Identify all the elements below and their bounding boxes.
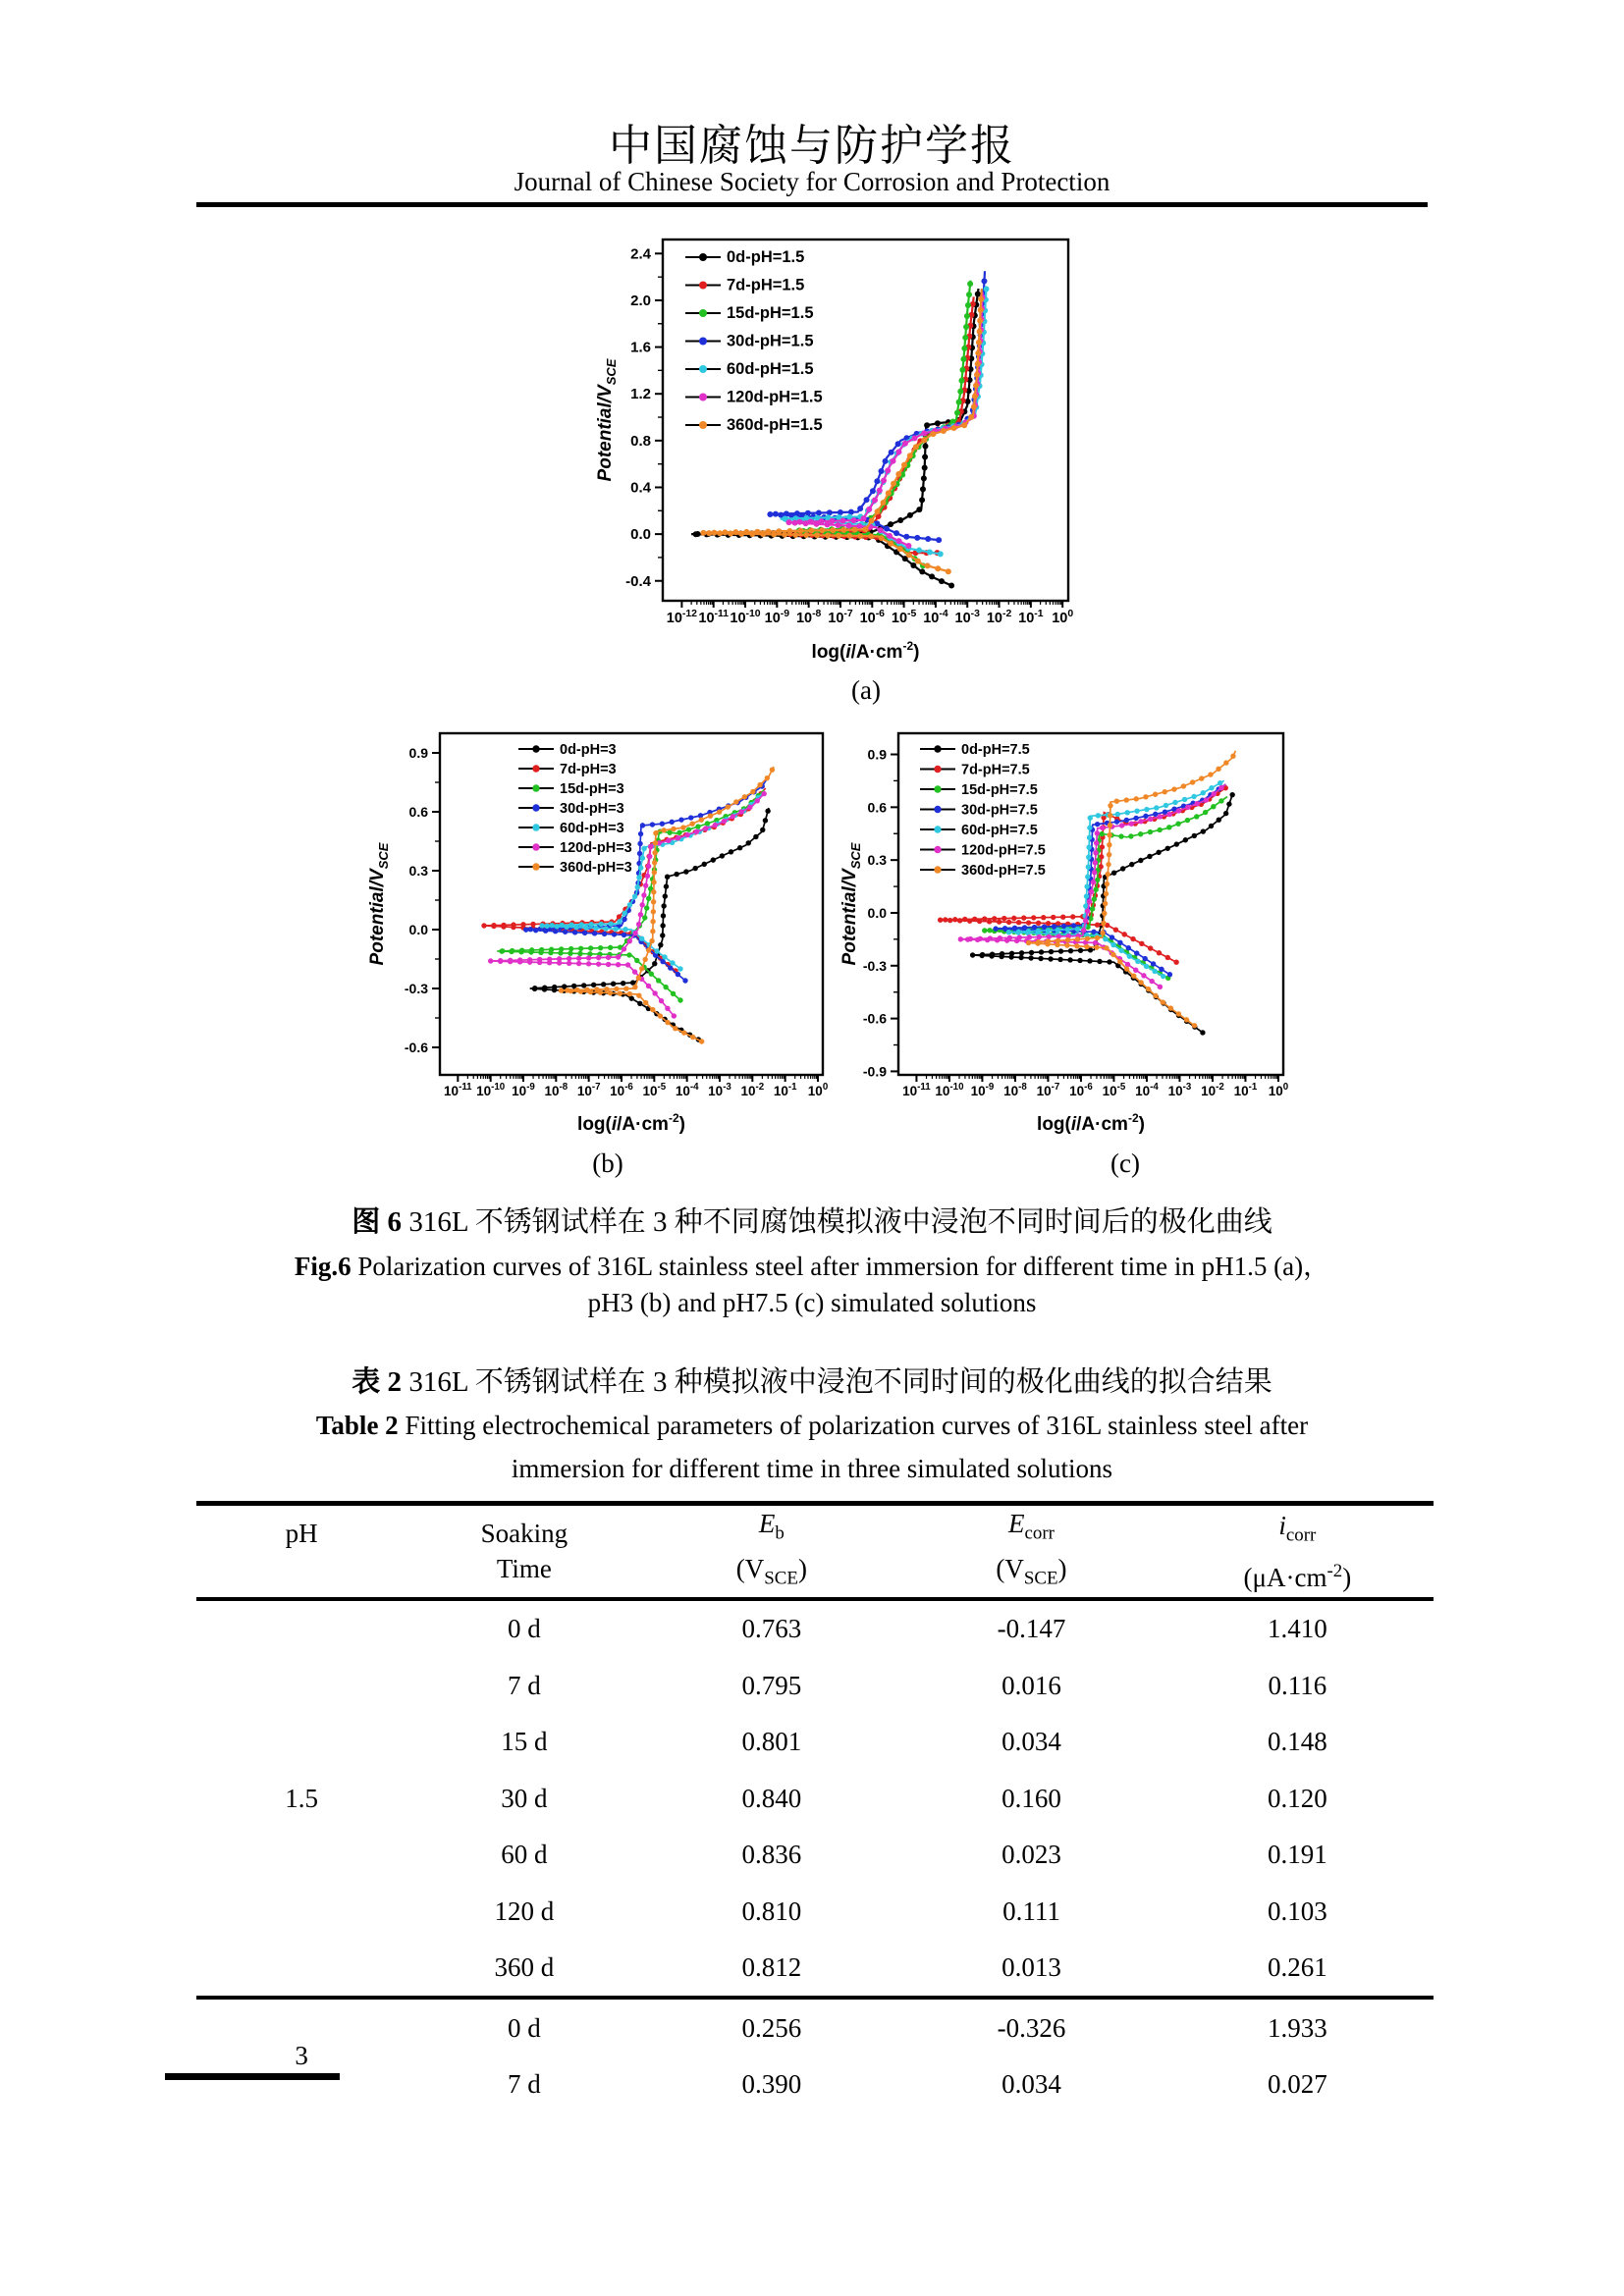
table-row xyxy=(196,1599,1434,1658)
time-cell: 7 d xyxy=(508,1670,541,1700)
panel-label-b: (b) xyxy=(592,1148,623,1178)
svg-text:10-11: $10^{-11}$ xyxy=(902,1082,931,1098)
svg-text:15d-pH=1.5: 15d-pH=1.5 xyxy=(727,304,814,322)
svg-text:0.6: 0.6 xyxy=(408,804,428,820)
svg-text:10-6: $10^{-6}$ xyxy=(610,1082,633,1098)
figure-caption-en-number: Fig.6 xyxy=(294,1252,352,1281)
svg-text:2.4: 2.4 xyxy=(630,245,651,263)
svg-text:360d-pH=3: 360d-pH=3 xyxy=(560,860,632,876)
table-caption-zh-text: 316L 不锈钢试样在 3 种模拟液中浸泡不同时间的极化曲线的拟合结果 xyxy=(402,1366,1272,1398)
svg-text:10-5: $10^{-5}$ xyxy=(1102,1082,1126,1098)
svg-text:0.6: 0.6 xyxy=(867,799,887,816)
svg-text:10-10: $10^{-10}$ xyxy=(935,1082,964,1098)
svg-text:0d-pH=3: 0d-pH=3 xyxy=(560,742,617,758)
svg-text:Potential/VSCE: Potential/$V_{SCE}$ xyxy=(367,842,391,966)
svg-text:0.0: 0.0 xyxy=(867,904,887,921)
svg-text:15d-pH=3: 15d-pH=3 xyxy=(560,781,624,797)
svg-text:10-4: $10^{-4}$ xyxy=(675,1082,699,1098)
svg-text:120d-pH=1.5: 120d-pH=1.5 xyxy=(727,388,823,406)
icorr-cell: 0.191 xyxy=(1268,1840,1327,1870)
svg-text:10-9: $10^{-9}$ xyxy=(512,1082,535,1098)
icorr-cell: 0.261 xyxy=(1268,1952,1327,1983)
svg-text:10-5: $10^{-5}$ xyxy=(891,609,917,626)
results-table xyxy=(196,1501,1434,2112)
svg-text:360d-pH=1.5: 360d-pH=1.5 xyxy=(727,416,823,434)
header-rule xyxy=(196,202,1428,207)
ecorr-cell: 0.013 xyxy=(1001,1952,1061,1983)
eb-cell: 0.810 xyxy=(741,1896,802,1926)
icorr-cell: 0.103 xyxy=(1268,1896,1327,1926)
chart-b-polarization-ph3 xyxy=(361,682,835,1139)
svg-text:30d-pH=7.5: 30d-pH=7.5 xyxy=(961,802,1038,819)
svg-text:10-8: $10^{-8}$ xyxy=(795,609,822,626)
svg-text:10-3: $10^{-3}$ xyxy=(954,609,980,626)
time-cell: 15 d xyxy=(501,1727,548,1757)
chart-b-container xyxy=(361,682,835,1144)
table-header-row xyxy=(196,1504,1434,1599)
col-header-soaking-time: Soaking Time xyxy=(406,1504,641,1599)
svg-text:10-11: $10^{-11}$ xyxy=(444,1082,472,1098)
ecorr-cell: 0.160 xyxy=(1001,1783,1061,1813)
svg-text:10-2: $10^{-2}$ xyxy=(740,1082,765,1098)
svg-text:10-5: $10^{-5}$ xyxy=(642,1082,667,1098)
svg-text:0d-pH=1.5: 0d-pH=1.5 xyxy=(727,248,805,266)
table-caption-zh xyxy=(0,1360,1624,1400)
svg-text:10-3: $10^{-3}$ xyxy=(708,1082,731,1098)
figure-caption-en-line2: pH3 (b) and pH7.5 (c) simulated solutions xyxy=(587,1288,1037,1317)
icorr-cell: 0.120 xyxy=(1268,1783,1327,1813)
svg-text:7d-pH=7.5: 7d-pH=7.5 xyxy=(961,762,1030,778)
page-break-rule xyxy=(165,2073,340,2080)
svg-text:10-1: $10^{-1}$ xyxy=(1233,1082,1258,1098)
eb-cell: 0.836 xyxy=(741,1840,802,1870)
eb-cell: 0.390 xyxy=(741,2069,802,2100)
panel-label-a: (a) xyxy=(851,675,881,705)
svg-text:log(i/A·cm-2): $\log(i/A\cdot cm^{-2})$ xyxy=(577,1111,685,1135)
svg-text:-0.6: -0.6 xyxy=(404,1040,428,1055)
journal-title-en: Journal of Chinese Society for Corrosion and Protection xyxy=(514,167,1110,196)
svg-text:10-12: $10^{-12}$ xyxy=(666,609,698,626)
svg-text:0.0: 0.0 xyxy=(630,526,651,544)
col-header-eb: $E_b$ $(V_{SCE})$ xyxy=(642,1504,902,1599)
icorr-cell: 1.933 xyxy=(1162,1998,1434,2056)
figure-caption-zh-text: 316L 不锈钢试样在 3 种不同腐蚀模拟液中浸泡不同时间后的极化曲线 xyxy=(402,1206,1272,1238)
icorr-cell: 1.410 xyxy=(1268,1614,1327,1644)
table-caption-zh-number: 表 2 xyxy=(352,1366,403,1398)
svg-text:10-4: $10^{-4}$ xyxy=(923,609,948,626)
table-caption-en-text1: Fitting electrochemical parameters of polarization curves of 316L stainless steel after xyxy=(398,1411,1309,1440)
svg-text:10-10: $10^{-10}$ xyxy=(730,609,761,626)
figure-caption-zh-number: 图 6 xyxy=(352,1206,403,1238)
icorr-cell: 0.116 xyxy=(1268,1670,1327,1700)
time-cell: 360 d xyxy=(494,1952,555,1983)
svg-text:log(i/A·cm-2): $\log(i/A\cdot cm^{-2})$ xyxy=(1037,1111,1145,1135)
time-cell: 0 d xyxy=(406,1998,641,2056)
ecorr-cell: 0.016 xyxy=(1001,1670,1061,1700)
eb-cell: 0.256 xyxy=(642,1998,902,2056)
table-row xyxy=(196,1998,1434,2056)
ph-cell: 1.5 xyxy=(285,1783,318,1813)
svg-text:0.3: 0.3 xyxy=(867,852,887,869)
chart-a-polarization-ph1p5 xyxy=(587,226,1088,667)
svg-text:log(i/A·cm-2): $\log(i/A\cdot cm^{-2})$ xyxy=(811,639,920,663)
svg-text:0.9: 0.9 xyxy=(867,746,887,763)
ph-cell: 3 xyxy=(196,1998,406,2112)
col-header-icorr: $i_{corr}$ $(\mu A\cdot cm^{-2})$ xyxy=(1162,1504,1434,1599)
chart-c-polarization-ph7p5 xyxy=(838,682,1299,1139)
svg-text:0.3: 0.3 xyxy=(408,863,428,879)
svg-text:10-2: $10^{-2}$ xyxy=(986,609,1012,626)
svg-text:10-1: $10^{-1}$ xyxy=(773,1082,797,1098)
svg-text:1.2: 1.2 xyxy=(630,386,651,403)
ecorr-cell: -0.326 xyxy=(901,1998,1162,2056)
svg-text:10-9: $10^{-9}$ xyxy=(970,1082,995,1098)
time-cell: 120 d xyxy=(494,1896,555,1926)
svg-text:10-1: $10^{-1}$ xyxy=(1018,609,1044,626)
svg-text:10-6: $10^{-6}$ xyxy=(859,609,885,626)
chart-a-container xyxy=(587,226,1088,672)
svg-text:0.4: 0.4 xyxy=(630,479,651,497)
svg-text:-0.3: -0.3 xyxy=(404,981,428,996)
svg-text:10-8: $10^{-8}$ xyxy=(544,1082,568,1098)
ecorr-cell: 0.034 xyxy=(1001,1727,1061,1757)
svg-text:10-11: $10^{-11}$ xyxy=(698,609,730,626)
svg-text:10-4: $10^{-4}$ xyxy=(1135,1082,1159,1098)
time-cell: 30 d xyxy=(501,1783,548,1813)
svg-text:-0.4: -0.4 xyxy=(625,572,651,590)
svg-text:60d-pH=3: 60d-pH=3 xyxy=(560,821,624,836)
svg-text:100: $10^0$ xyxy=(807,1082,829,1098)
col-header-ecorr: $E_{corr}$ $(V_{SCE})$ xyxy=(901,1504,1162,1599)
ecorr-cell: -0.147 xyxy=(997,1614,1066,1644)
svg-text:-0.6: -0.6 xyxy=(862,1010,887,1027)
svg-text:10-7: $10^{-7}$ xyxy=(1036,1082,1060,1098)
svg-text:1.6: 1.6 xyxy=(630,339,651,356)
svg-text:60d-pH=1.5: 60d-pH=1.5 xyxy=(727,360,814,378)
figure-caption-en-text1: Polarization curves of 316L stainless steel after immersion for different time in pH1.5 (a)， xyxy=(351,1252,1330,1281)
svg-text:10-9: $10^{-9}$ xyxy=(764,609,790,626)
svg-text:10-6: $10^{-6}$ xyxy=(1069,1082,1093,1098)
ecorr-cell: 0.111 xyxy=(1002,1896,1060,1926)
eb-cell: 0.801 xyxy=(741,1727,802,1757)
svg-text:10-7: $10^{-7}$ xyxy=(828,609,853,626)
icorr-cell: 0.148 xyxy=(1268,1727,1327,1757)
svg-text:0d-pH=7.5: 0d-pH=7.5 xyxy=(961,742,1030,758)
svg-text:10-10: $10^{-10}$ xyxy=(476,1082,506,1098)
eb-cell: 0.763 xyxy=(741,1614,802,1644)
time-cell: 60 d xyxy=(501,1840,548,1870)
panel-label-c: (c) xyxy=(1110,1148,1140,1178)
svg-text:15d-pH=7.5: 15d-pH=7.5 xyxy=(961,782,1038,798)
svg-text:360d-pH=7.5: 360d-pH=7.5 xyxy=(961,863,1046,879)
journal-title-zh: 中国腐蚀与防护学报 xyxy=(609,122,1015,170)
eb-cell: 0.840 xyxy=(741,1783,802,1813)
svg-text:7d-pH=3: 7d-pH=3 xyxy=(560,762,617,777)
svg-text:0.0: 0.0 xyxy=(408,922,428,937)
svg-text:Potential/VSCE: Potential/$V_{SCE}$ xyxy=(839,842,863,966)
ecorr-cell: 0.034 xyxy=(1001,2069,1061,2100)
eb-cell: 0.795 xyxy=(741,1670,802,1700)
svg-text:-0.3: -0.3 xyxy=(862,957,887,974)
svg-text:30d-pH=1.5: 30d-pH=1.5 xyxy=(727,332,814,350)
svg-text:2.0: 2.0 xyxy=(630,292,651,309)
svg-text:-0.9: -0.9 xyxy=(862,1063,887,1080)
time-cell: 7 d xyxy=(508,2069,541,2100)
svg-text:100: $10^0$ xyxy=(1052,609,1074,626)
svg-text:120d-pH=7.5: 120d-pH=7.5 xyxy=(961,842,1046,859)
col-header-ph: pH xyxy=(196,1504,406,1599)
svg-text:0.9: 0.9 xyxy=(408,745,428,761)
svg-text:10-8: $10^{-8}$ xyxy=(1003,1082,1027,1098)
svg-text:0.8: 0.8 xyxy=(630,432,651,450)
figure-caption-en-line1 xyxy=(0,1245,1624,1283)
svg-text:7d-pH=1.5: 7d-pH=1.5 xyxy=(727,276,805,294)
svg-text:30d-pH=3: 30d-pH=3 xyxy=(560,801,624,817)
table-caption-en-line2: immersion for different time in three simulated solutions xyxy=(511,1454,1113,1483)
ecorr-cell: 0.023 xyxy=(1001,1840,1061,1870)
chart-c-container xyxy=(838,682,1299,1144)
eb-cell: 0.812 xyxy=(741,1952,802,1983)
svg-text:10-3: $10^{-3}$ xyxy=(1167,1082,1192,1098)
svg-text:60d-pH=7.5: 60d-pH=7.5 xyxy=(961,823,1038,838)
icorr-cell: 0.027 xyxy=(1268,2069,1327,2100)
svg-text:Potential/VSCE: Potential/$V_{SCE}$ xyxy=(595,358,619,482)
table-caption-en-line1 xyxy=(0,1411,1624,1441)
svg-text:100: $10^0$ xyxy=(1268,1082,1289,1098)
svg-text:120d-pH=3: 120d-pH=3 xyxy=(560,840,632,856)
svg-text:10-2: $10^{-2}$ xyxy=(1201,1082,1224,1098)
figure-caption-zh xyxy=(0,1200,1624,1240)
svg-text:10-7: $10^{-7}$ xyxy=(576,1082,601,1098)
time-cell: 0 d xyxy=(508,1614,541,1644)
table-caption-en-number: Table 2 xyxy=(315,1411,399,1440)
